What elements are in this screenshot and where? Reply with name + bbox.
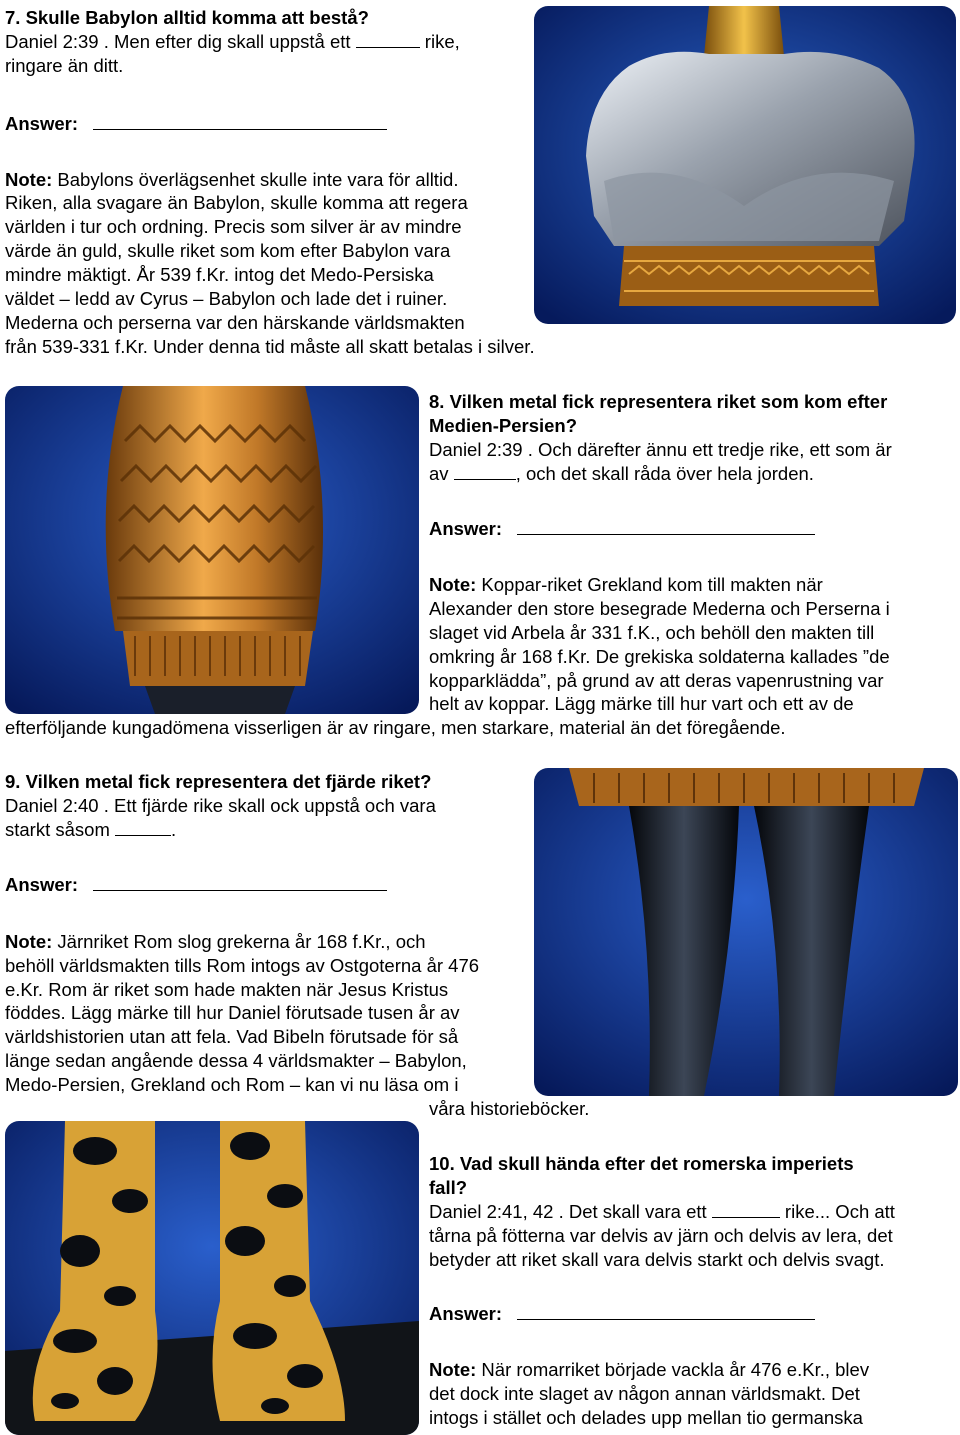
q9-verse-blank[interactable] [115, 818, 171, 836]
q10-verse-blank[interactable] [712, 1200, 780, 1218]
q9-note-line: världshistorien utan att fela. Vad Bibeln förutsade för så [5, 1026, 459, 1047]
q7-note-line: från 539-331 f.Kr. Under denna tid måste all skatt betalas i silver. [5, 336, 535, 357]
q9-note-line: Medo-Persien, Grekland och Rom – kan vi nu läsa om i [5, 1074, 459, 1095]
q8-verse-post: , och det skall råda över hela jorden. [515, 463, 814, 484]
q9-note-line: behöll världsmakten tills Rom intogs av Ostgoterna år 476 [5, 955, 480, 976]
q9-answer-label: Answer: [5, 874, 78, 895]
q7-verse-blank[interactable] [356, 30, 420, 48]
q7-note-line: Riken, alla svagare än Babylon, skulle komma att regera [5, 192, 468, 213]
q8-answer-field[interactable] [517, 517, 815, 535]
q10-title-line1: 10. Vad skull hända efter det romerska imperiets [429, 1153, 854, 1174]
q10-answer-field[interactable] [517, 1302, 815, 1320]
q7-note-line: Mederna och perserna var den härskande världsmakten [5, 312, 465, 333]
q9-note-line1 [5, 930, 426, 954]
q10-answer [429, 1302, 815, 1326]
q10-verse-line: betyder att riket skall vara delvis starkt och delvis svagt. [429, 1249, 885, 1270]
q7-note-text: Babylons överlägsenhet skulle inte vara för alltid. [52, 169, 459, 190]
q7-verse-line2: ringare än ditt. [5, 55, 124, 76]
q10-note-label: Note: [429, 1359, 477, 1380]
q8-note-line: Alexander den store besegrade Mederna och Perserna i [429, 598, 890, 619]
q9-verse-pre: starkt såsom [5, 819, 115, 840]
q10-note-line: det dock inte slaget av någon annan världsmakt. Det [429, 1383, 860, 1404]
q10-note-line1 [429, 1358, 869, 1382]
q7-note-line: väldet – ledd av Cyrus – Babylon och lade det i ruiner. [5, 288, 448, 309]
q8-verse-line1: Daniel 2:39 . Och därefter ännu ett tredje rike, ett som är [429, 439, 892, 460]
q7-verse-end: rike, [419, 31, 460, 52]
q9-verse-line1: Daniel 2:40 . Ett fjärde rike skall ock uppstå och vara [5, 795, 436, 816]
q8-note-text: Koppar-riket Grekland kom till makten när [476, 574, 823, 595]
q8-note-label: Note: [429, 574, 477, 595]
q8-title-line1: 8. Vilken metal fick representera riket som kom efter [429, 391, 888, 412]
iron-legs-image [534, 768, 958, 1096]
q9-note-label: Note: [5, 931, 53, 952]
q8-answer-label: Answer: [429, 518, 502, 539]
iron-clay-feet-image [5, 1121, 419, 1435]
q9-verse-line2 [5, 818, 176, 842]
q7-note-line1 [5, 168, 458, 192]
q9-title: 9. Vilken metal fick representera det fjärde riket? [5, 771, 432, 792]
q8-note-line1 [429, 573, 823, 597]
q8-verse-blank[interactable] [454, 462, 516, 480]
q7-verse [5, 30, 460, 54]
q9-note-line: länge sedan angående dessa 4 världsmakter – Babylon, [5, 1050, 467, 1071]
q10-note-line: intogs i stället och delades upp mellan tio germanska [429, 1407, 863, 1428]
q10-verse-line1 [429, 1200, 895, 1224]
q8-note-line: omkring år 168 f.Kr. De grekiska soldaterna kallades ”de [429, 646, 890, 667]
q9-verse-post: . [171, 819, 177, 840]
bronze-belly-image [5, 386, 419, 714]
q10-verse-line: tårna på fötterna var delvis av järn och delvis av lera, det [429, 1225, 893, 1246]
q7-answer-label: Answer: [5, 113, 78, 134]
q9-note-line: föddes. Lägg märke till hur Daniel förutsade tusen år av [5, 1002, 460, 1023]
q9-note-line: e.Kr. Rom är riket som hade makten när Jesus Kristus [5, 979, 449, 1000]
q8-note-line: slaget vid Arbela år 331 f.K., och behöll den makten till [429, 622, 875, 643]
q8-note-line: kopparklädda”, på grund av att deras vapenrustning var [429, 670, 884, 691]
q8-title-line2: Medien-Persien? [429, 415, 578, 436]
q8-note-full-line: efterföljande kungadömena visserligen är av ringare, men starkare, material än det föregående. [5, 717, 786, 738]
q7-note-line: världen i tur och ordning. Precis som silver är av mindre [5, 216, 462, 237]
q7-note-label: Note: [5, 169, 53, 190]
q8-verse-line2 [429, 462, 814, 486]
q8-answer [429, 517, 815, 541]
q9-answer [5, 873, 387, 897]
q10-answer-label: Answer: [429, 1303, 502, 1324]
q7-title: 7. Skulle Babylon alltid komma att bestå? [5, 7, 369, 28]
q10-title-line2: fall? [429, 1177, 468, 1198]
q7-verse-text: Daniel 2:39 . Men efter dig skall uppstå ett [5, 31, 351, 52]
q8-verse-pre: av [429, 463, 454, 484]
silver-chest-image [534, 6, 956, 324]
q8-note-line: helt av koppar. Lägg märke till hur vart och ett av de [429, 693, 854, 714]
q7-note-line: mindre mäktigt. År 539 f.Kr. intog det Medo-Persiska [5, 264, 434, 285]
q9-note-text: Järnriket Rom slog grekerna år 168 f.Kr., och [52, 931, 426, 952]
q7-answer [5, 112, 387, 136]
q10-verse-post: rike... Och att [779, 1201, 895, 1222]
q10-note-text: När romarriket började vackla år 476 e.Kr., blev [476, 1359, 870, 1380]
q10-verse-pre: Daniel 2:41, 42 . Det skall vara ett [429, 1201, 712, 1222]
q9-note-last: våra historieböcker. [429, 1098, 590, 1119]
q7-answer-field[interactable] [93, 112, 387, 130]
q9-answer-field[interactable] [93, 873, 387, 891]
q7-note-line: värde än guld, skulle riket som kom efter Babylon vara [5, 240, 451, 261]
